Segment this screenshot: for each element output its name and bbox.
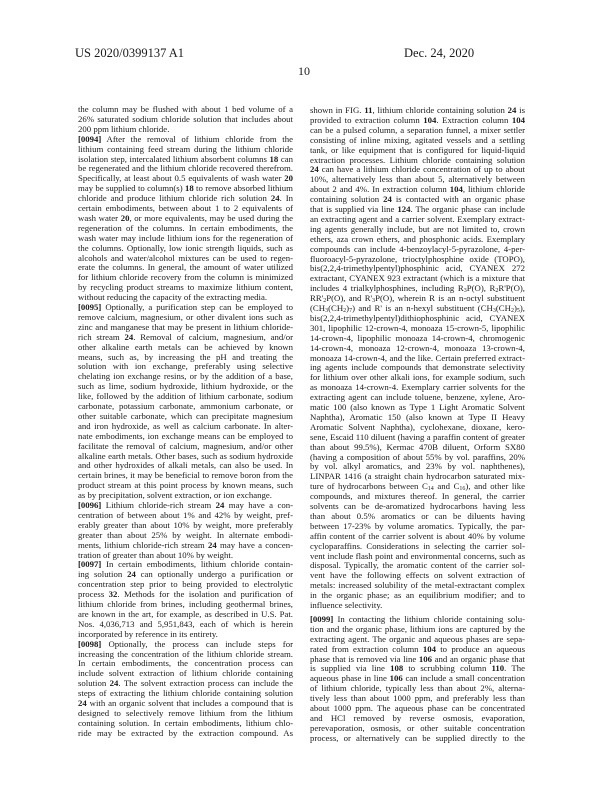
text-line: alcohols and water/alcohol mixtures can be used to regen-: [78, 252, 293, 263]
text-line: the columns. Optionally, low ionic strength liquids, such as: [78, 242, 293, 253]
text-line: (having a composition of about 55% by vol. paraffins, 20%: [310, 451, 525, 462]
text-line: by vol. alkyl aromatics, and 23% by vol. naphthenes),: [310, 461, 525, 472]
text-line: 200 ppm lithium chloride.: [78, 123, 170, 134]
text-line: disposal. Typically, the aromatic content of the carrier sol-: [310, 560, 525, 571]
text-line: wash water 20, or more equivalents, may be used during the: [78, 212, 293, 223]
text-line: may be supplied to column(s) 18 to remove absorbed lithium: [78, 183, 293, 194]
text-line: extracting agent can include toluene, benzene, xylene, Aro-: [310, 392, 525, 403]
text-line: 24 can have a lithium chloride concentration of up to about: [310, 164, 525, 175]
text-line: solvents can be de-aromatized hydrocarbons having less: [310, 501, 525, 511]
text-line: extractant, CYANEX 923 extractant (which is a mixture that: [310, 273, 525, 284]
publication-number: US 2020/0399137 A1: [75, 46, 185, 60]
text-line: erate the columns. In general, the amount of water utilized: [78, 262, 293, 273]
text-line: 24 with an organic solvent that includes a compound that is: [78, 698, 293, 708]
text-line: fluoroacyl-5-pyrazolone, trioctylphosphine oxide (TOPO),: [310, 253, 525, 264]
text-line: ethers, aza crown ethers, and phosphonic acids. Exemplary: [310, 233, 525, 244]
text-line: solution with ion exchange, preferably using selective: [78, 361, 293, 372]
text-line: process, or alternatively can be supplied directly to the: [310, 732, 525, 743]
text-line: incorporated by reference in its entirety.: [78, 628, 218, 639]
text-line: lithium chloride from brines, including geothermal brines,: [78, 599, 293, 609]
text-line: ing agents generally include, but are not limited to, crown: [310, 223, 525, 234]
text-line: LINPAR 1416 (a straight chain hydrocarbon saturated mix-: [310, 471, 525, 482]
paragraph-start-line: [0094] After the removal of lithium chloride from the: [78, 133, 293, 144]
text-line: tration of greater than about 10% by weight.: [78, 549, 234, 560]
text-line: shown in FIG. 11, lithium chloride containing solution 24 is: [310, 105, 525, 115]
text-line: steps of extracting the lithium chloride containing solution: [78, 688, 293, 699]
paragraph-start-line: [0097] In certain embodiments, lithium chloride contain-: [78, 559, 293, 570]
text-line: concentration step prior to being provided to electrolytic: [78, 579, 293, 590]
text-line: 26% saturated sodium chloride solution that includes about: [78, 113, 293, 124]
text-line: for lithium chloride recovery from the column is minimized: [78, 272, 293, 283]
text-line: includes 4 trialkylphosphines, including $R_3P(O)$, $R_2R'P(O)$,: [310, 283, 525, 295]
text-line: between 17-23% by volume aromatics. Typically, the par-: [310, 520, 525, 531]
text-line: Aromatic Solvent Naphtha), cyclohexane, dioxane, kero-: [310, 421, 525, 432]
text-line: means, such as, by increasing the pH and treating the: [78, 351, 293, 362]
text-line: metals: increased solubility of the metal-extractant complex: [310, 580, 525, 591]
text-line: isolation step, intercalated lithium absorbent columns 18 can: [78, 153, 293, 164]
text-line: phase that is removed via line 106 and an organic phase that: [310, 653, 525, 664]
text-line: greater than about 25% by weight. In alternate embodi-: [78, 529, 293, 540]
text-line: erably greater than about 10% by weight, more preferably: [78, 519, 293, 530]
text-line: Nos. 4,036,713 and 5,951,843, each of which is herein: [78, 618, 293, 629]
text-line: of lithium chloride, typically less than about 2%, alterna-: [310, 683, 525, 694]
text-line: tion and the organic phase, lithium ions are captured by the: [310, 623, 525, 634]
text-line: bis(2,2,4-trimethylpentyl)phosphinic acid, CYANEX 272: [310, 263, 525, 274]
text-line: than about 0.5% aromatics or can be diluents having: [310, 510, 525, 521]
text-line: by recycling product streams to maximize lithium content,: [78, 282, 293, 293]
text-line: that is supplied via line 124. The organic phase can include: [310, 204, 526, 214]
text-line: chelating ion exchange resins, or by the addition of a base,: [78, 371, 293, 382]
text-line: tank, or like equipment that is configured for liquid-liquid: [310, 144, 525, 155]
text-line: aqueous phase in line 106 can include a small concentration: [310, 673, 525, 684]
publication-date: Dec. 24, 2020: [404, 46, 475, 60]
paragraph-start-line: [0095] Optionally, a purification step can be employed to: [78, 302, 293, 312]
text-line: include solvent extraction of lithium chloride containing: [78, 668, 293, 679]
text-line: monoaza 14-crown-4, and the like. Certain preferred extract-: [310, 352, 525, 363]
text-line: an extracting agent and a carrier solvent. Exemplary extract-: [310, 213, 525, 224]
text-line: as monoaza 14-crown-4. Exemplary carrier solvents for the: [310, 382, 525, 393]
paragraph-start-line: [0096] Lithium chloride-rich stream 24 may have a con-: [78, 500, 294, 510]
text-line: be regenerated and the lithium chloride recovered therefrom.: [78, 163, 293, 174]
text-line: affin content of the carrier solvent is about 40% by volume: [310, 530, 525, 541]
text-line: 10%, alternatively less than about 5, alternatively between: [310, 174, 525, 185]
text-line: chloride and produce lithium chloride rich solution 24. In: [78, 193, 293, 204]
text-line: as by precipitation, solvent extraction, or ion exchange.: [78, 490, 272, 501]
text-line: matic 100 (also known as Type 1 Light Aromatic Solvent: [310, 402, 525, 412]
text-line: process 32. Methods for the isolation and purification of: [78, 589, 293, 600]
text-line: carbonate, potassium carbonate, ammonium carbonate, or: [78, 401, 293, 411]
paragraph-start-line: [0098] Optionally, the process can include steps for: [78, 638, 293, 649]
text-line: influence selectivity.: [310, 600, 383, 610]
text-line: vent include flash point and environmental concerns, such as: [310, 550, 525, 561]
text-line: such as lime, sodium hydroxide, lithium hydroxide, or the: [78, 381, 293, 392]
text-line: about 1000 ppm. The aqueous phase can be concentrated: [310, 703, 525, 713]
text-line: cycloparaffins. Considerations in selecting the carrier sol-: [310, 540, 525, 551]
text-line: increasing the concentration of the lithium chloride stream.: [78, 648, 293, 659]
text-line: remove calcium, magnesium, or other divalent ions such as: [78, 311, 293, 322]
paragraph-start-line: [0099] In contacting the lithium chloride containing solu-: [310, 613, 525, 624]
text-line: ing agents include compounds that demonstrate selectivity: [310, 362, 525, 373]
text-line: product stream at this point process by known means, such: [78, 480, 293, 491]
text-line: and iron hydroxide, as well as calcium carbonate. In alter-: [78, 420, 293, 431]
text-line: certain brines, it may be beneficial to remove boron from the: [78, 470, 293, 481]
text-line: $(CH_3(CH_2)_7)$ and R' is an n-hexyl substituent $(CH_3(CH_2)_5)$,: [310, 303, 525, 314]
text-line: is supplied via line 108 to scrubbing column 110. The: [310, 663, 525, 674]
text-line: rich stream 24. Removal of calcium, magnesium, and/or: [78, 331, 293, 342]
text-line: regeneration of the columns. In certain embodiments, the: [78, 222, 293, 233]
text-line: ture of hydrocarbons between $C_{14}$ and $C_{16}$), and other like: [310, 481, 525, 493]
text-line: extracting agent. The organic and aqueous phases are sepa-: [310, 633, 525, 644]
text-line: bis(2,2,4-trimethylpentyl)dithiophosphinic acid, CYANEX: [310, 312, 525, 323]
text-line: Naphtha), Aromatic 150 (also known at Type II Heavy: [310, 411, 525, 422]
text-line: containing solution. In certain embodiments, lithium chlo-: [78, 717, 293, 728]
text-line: than about 99.5%), Kermac 470B diluent, Orform SX80: [310, 441, 525, 452]
text-line: ments, lithium chloride-rich stream 24 may have a concen-: [78, 539, 293, 550]
text-line: 301, lipophilic 12-crown-4, monoaza 15-crown-5, lipophilic: [310, 322, 525, 333]
text-line: lithium containing feed stream during the lithium chloride: [78, 143, 293, 154]
text-line: like, followed by the addition of lithium carbonate, sodium: [78, 391, 293, 402]
text-line: wash water may include lithium ions for the regeneration of: [78, 232, 293, 243]
text-line: sene, Escaid 110 diluent (having a paraffin content of greater: [310, 431, 525, 442]
text-line: provided to extraction column 104. Extraction column 104: [310, 114, 525, 125]
text-line: compounds, and mixtures thereof. In general, the carrier: [310, 491, 525, 502]
text-line: about 2 and 4%. In extraction column 104, lithium chloride: [310, 184, 525, 195]
text-line: 14-crown-4, lipophilic monoaza 14-crown-4, chromogenic: [310, 332, 525, 343]
text-line: the column may be flushed with about 1 bed volume of a: [78, 104, 293, 114]
text-line: zinc and manganese that may be present in lithium chloride-: [78, 321, 293, 332]
text-line: alkaline earth metals. Other bases, such as sodium hydroxide: [78, 450, 293, 461]
text-line: vent have the following effects on solvent extraction of: [310, 570, 525, 581]
text-line: 14-crown-4, monoaza 12-crown-4, monoaza 13-crown-4,: [310, 342, 525, 353]
text-line: nate embodiments, ion exchange means can be employed to: [78, 430, 293, 441]
text-line: in the organic phase; as an equilibrium modifier; and to: [310, 590, 525, 601]
text-line: other suitable carbonate, which can precipitate magnesium: [78, 410, 293, 421]
text-line: without reducing the capacity of the extracting media.: [78, 292, 268, 303]
text-line: consisting of inline mixing, agitated vessels and a settling: [310, 134, 525, 145]
text-line: designed to selectively remove lithium from the lithium: [78, 707, 293, 718]
text-line: and other hydroxides of alkali metals, can also be used. In: [78, 460, 293, 471]
text-line: In certain embodiments, the concentration process can: [78, 658, 293, 669]
text-line: can be a pulsed column, a separation funnel, a mixer settler: [310, 124, 525, 135]
text-line: perevaporation, osmosis, or other suitable concentration: [310, 722, 525, 733]
text-line: Specifically, at least about 0.5 equivalents of wash water 20: [78, 173, 293, 184]
text-line: are known in the art, for example, as described in U.S. Pat.: [78, 608, 293, 619]
text-line: and HCl removed by reverse osmosis, evaporation,: [310, 712, 525, 723]
text-line: certain embodiments, between about 1 to 2 equivalents of: [78, 203, 293, 213]
page-number: 10: [298, 64, 310, 78]
text-line: solution 24. The solvent extraction process can include the: [78, 678, 293, 689]
text-line: ride may be extracted by the extraction compound. As: [78, 727, 293, 738]
text-line: $RR'_2P(O)$, and $R'_3P(O)$, wherein R is an n-octyl substituent: [310, 293, 526, 305]
text-line: for lithium over other alkali ions, for example sodium, such: [310, 372, 525, 383]
text-line: centration of between about 1% and 42% by weight, pref-: [78, 509, 293, 520]
text-line: ing solution 24 can optionally undergo a purification or: [78, 569, 293, 580]
text-line: facilitate the removal of calcium, magnesium, and/or other: [78, 440, 293, 451]
text-line: extraction processes. Lithium chloride containing solution: [310, 154, 525, 165]
text-line: other alkaline earth metals can be achieved by known: [78, 341, 293, 352]
text-line: rated from extraction column 104 to produce an aqueous: [310, 643, 525, 654]
text-line: tively less than about 1000 ppm, and preferably less than: [310, 693, 525, 704]
text-line: compounds can include 4-benzoylacyl-5-pyrazolone, 4-per-: [310, 243, 525, 254]
text-line: containing solution 24 is contacted with an organic phase: [310, 194, 525, 205]
